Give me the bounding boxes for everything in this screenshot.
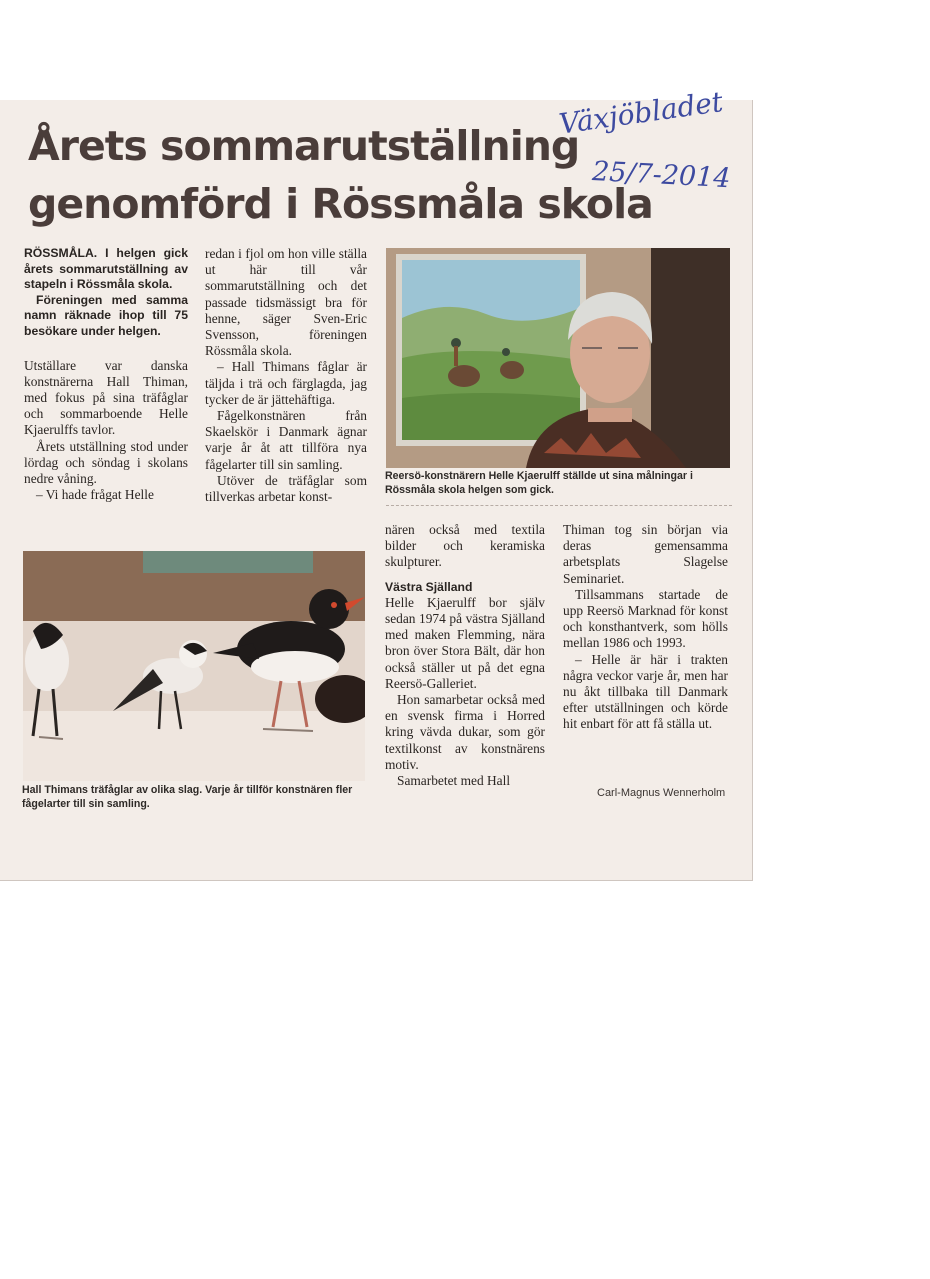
body-paragraph: – Hall Thimans fåglar är täljda i trä och färglagda, jag tycker de är jättehäftiga. [205,359,367,407]
body-paragraph: Tillsammans startade de upp Reersö Marknad för konst och konsthantverk, som hölls mellan 1986 och 1993. [563,586,728,651]
article-column-3 [385,522,545,789]
body-paragraph: nären också med textila bilder och keramiska skulpturer. [385,522,545,570]
body-paragraph: Utöver de träfåglar som tillverkas arbetar konst- [205,472,367,505]
wooden-birds-image [23,551,365,781]
handwritten-date: 25/7-2014 [591,156,732,195]
handwritten-newspaper-name: Växjöbladet [557,85,725,141]
body-paragraph: – Helle är här i trakten några veckor varje år, men har nu åkt tillbaka till Danmark efter utställningen och körde hit enbart för att få ställa ut. [563,651,728,732]
body-paragraph: Hon samarbetar också med en svensk firma i Horred kring vävda dukar, som gör textilkonst av konstnärens motiv. [385,692,545,772]
lead-paragraph-2: Föreningen med samma namn räknade ihop till 75 besökare under helgen. [24,292,188,338]
body-paragraph: Samarbetet med Hall [397,773,511,789]
body-paragraph: Thiman tog sin början via deras gemensamma arbetsplats Slagelse Seminariet. [563,522,728,586]
byline: Carl-Magnus Wennerholm [597,787,726,799]
divider [386,505,732,506]
artist-photo [386,248,730,468]
lead-paragraph: RÖSSMÅLA. I helgen gick årets sommarutställning av stapeln i Rössmåla skola. [24,246,188,292]
subheading: Västra Själland [385,579,473,594]
headline-line-1: Årets sommarutställning [28,122,580,170]
photo-caption-artist: Reersö-konstnärern Helle Kjaerulff ställde ut sina målningar i Rössmåla skola helgen som gick. [385,470,693,496]
wooden-birds-photo [23,551,365,781]
headline-line-2: genomförd i Rössmåla skola [28,180,653,228]
body-paragraph: Helle Kjaerulff bor själv sedan 1974 på västra Själland med maken Flemming, nära bron över Stora Bält, där hon också ställer ut på det egna Reersö-Galleriet. [385,594,545,691]
article-column-2 [205,246,367,505]
artist-photo-image [386,248,730,468]
body-paragraph: Årets utställning stod under lördag och söndag i skolans nedre våning. [24,438,188,486]
body-paragraph: redan i fjol om hon ville ställa ut här till vår sommarutställning och det passade tidsmässigt bra för henne, säger Sven-Eric Svensson, föreningen Rössmåla skola. [205,246,367,359]
body-paragraph: Utställare var danska konstnärerna Hall Thiman, med fokus på sina träfåglar och sommarboende Helle Kjaerulffs tavlor. [24,357,188,438]
article-column-4 [563,522,728,733]
photo-caption-birds: Hall Thimans träfåglar av olika slag. Varje år tillför konstnären fler fågelarter till sin samling. [22,784,353,810]
article-column-1 [24,246,188,503]
body-paragraph: – Vi hade frågat Helle [36,487,154,503]
body-paragraph: Fågelkonstnären från Skaelskör i Danmark ägnar varje år åt att tillföra nya fågelarter till sin samling. [205,408,367,472]
